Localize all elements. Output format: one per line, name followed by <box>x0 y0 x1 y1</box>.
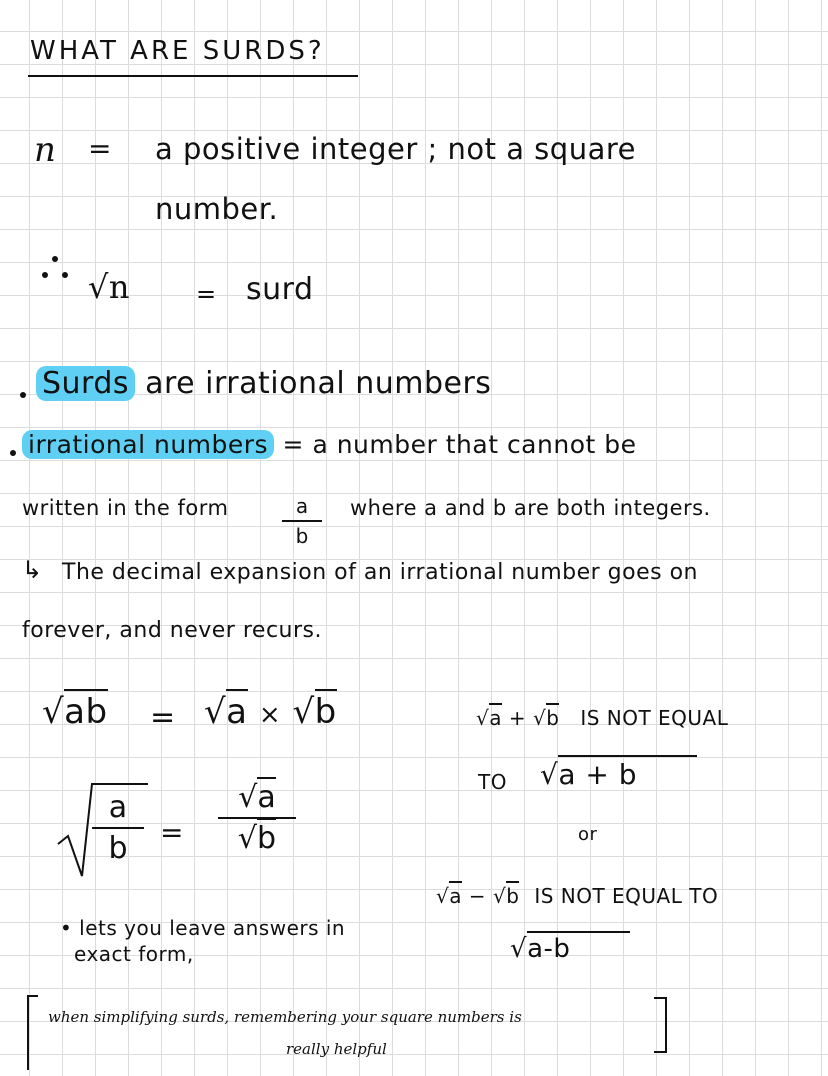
sqrt-icon: √ <box>510 934 528 964</box>
decimal-text-line1: The decimal expansion of an irrational number goes on <box>62 560 698 585</box>
bullet1-rest: are irrational numbers <box>145 366 492 401</box>
arrow-icon: ↳ <box>22 556 43 584</box>
rule1-times: × <box>258 700 282 730</box>
title-underline <box>28 75 358 77</box>
rule2-lhs-bar <box>92 827 144 829</box>
bullet1 <box>36 366 491 401</box>
form-text-after: where a and b are both integers. <box>350 496 711 520</box>
not-equal-line2: √a − √b IS NOT EQUAL TO <box>436 884 718 908</box>
sqrt-icon: √ <box>238 780 258 815</box>
page-title: WHAT ARE SURDS? <box>30 36 325 66</box>
definition-text-line2: number. <box>155 192 279 226</box>
tip-line2: really helpful <box>286 1040 387 1058</box>
sqrt-icon: √ <box>204 692 227 732</box>
therefore-rhs: surd <box>246 272 314 307</box>
tip-line1: when simplifying surds, remembering your square numbers is <box>48 1008 522 1026</box>
rule2-rhs-num: √a <box>218 780 296 815</box>
bullet-icon <box>10 450 16 456</box>
not-equal-rhs2: √a-b <box>510 934 630 964</box>
definition-variable: n <box>34 130 57 170</box>
form-fraction-num: a <box>295 494 309 518</box>
therefore-equals: = <box>196 280 217 308</box>
bullet2-rest: = a number that cannot be <box>282 430 637 459</box>
form-text-before: written in the form <box>22 496 229 520</box>
therefore-lhs: √n <box>88 268 130 306</box>
sqrt-icon: √ <box>476 706 490 730</box>
rule1-equals: = <box>150 700 176 735</box>
rule1-rhs-a: a <box>226 689 247 732</box>
or-label: or <box>578 824 598 845</box>
sqrt-icon: √ <box>540 758 559 791</box>
exact-form-note-line2: exact form, <box>74 942 194 966</box>
not-equal-rhs1: √a + b <box>540 758 697 791</box>
bullet1-highlight: Surds <box>36 366 135 401</box>
rule1-lhs-radicand: ab <box>64 689 107 732</box>
definition-equals: = <box>88 132 112 165</box>
rule2-equals: = <box>160 816 184 849</box>
sqrt-icon: √ <box>533 706 547 730</box>
sqrt-icon: √ <box>292 692 315 732</box>
sqrt-icon: √ <box>493 884 507 908</box>
not-equal-to: TO <box>478 770 507 794</box>
rule2-lhs-num: a <box>108 790 128 825</box>
not-equal-line2-text: IS NOT EQUAL TO <box>534 884 719 908</box>
form-fraction-bar <box>282 520 322 522</box>
form-fraction <box>282 494 322 548</box>
not-equal-line1-text: IS NOT EQUAL <box>580 706 729 730</box>
rule2-rhs-fraction <box>218 780 296 856</box>
sqrt-icon: √ <box>42 692 65 732</box>
decimal-text-line2: forever, and never recurs. <box>22 618 322 643</box>
rule1-rhs-b: b <box>315 689 337 732</box>
rule1-lhs <box>42 692 108 732</box>
bracket-right-icon <box>652 996 668 1056</box>
form-fraction-den: b <box>295 524 309 548</box>
rule1-rhs <box>204 692 337 732</box>
bullet2 <box>22 430 637 459</box>
not-equal-line1: √a + √b IS NOT EQUAL <box>476 706 728 730</box>
sqrt-icon: √ <box>237 821 258 856</box>
rule2-lhs-fraction <box>92 790 144 866</box>
bullet-icon <box>20 392 26 398</box>
definition-text-line1: a positive integer ; not a square <box>155 132 636 166</box>
bullet2-highlight: irrational numbers <box>22 430 274 459</box>
rule2-rhs-den: √b <box>218 821 296 856</box>
sqrt-icon: √ <box>436 884 450 908</box>
bracket-left-icon <box>26 994 40 1074</box>
rule2-lhs-den: b <box>108 831 128 866</box>
exact-form-note-line1: • lets you leave answers in <box>60 916 346 940</box>
